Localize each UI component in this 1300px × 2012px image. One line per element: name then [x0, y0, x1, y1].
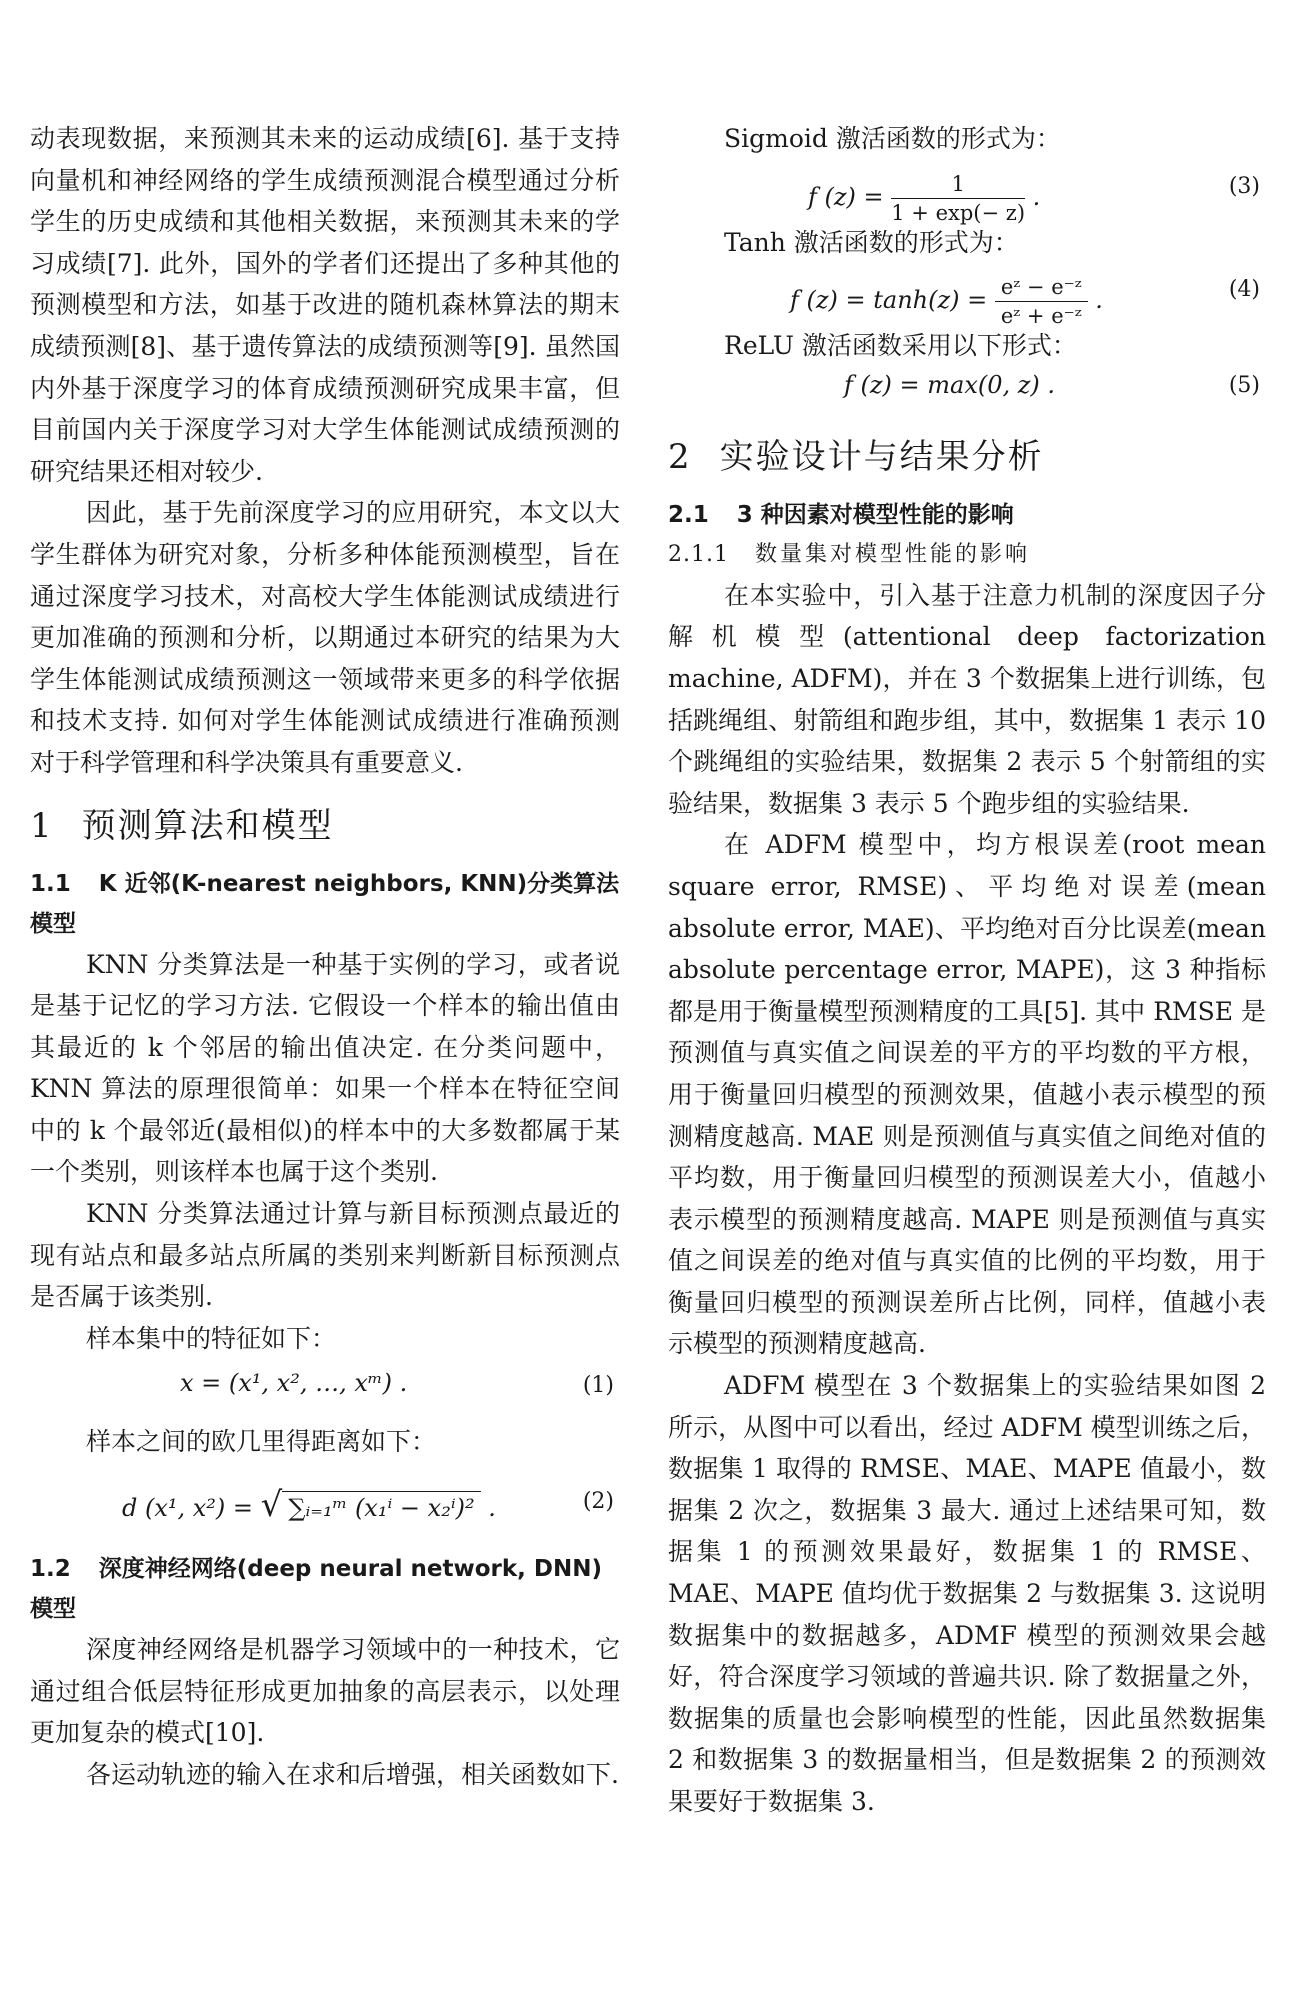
paragraph: 在 ADFM 模型中，均方根误差(root mean square error, RMSE)、平均绝对误差(mean absolute error, MAE)、平均绝对百分比误差(mean absolute percentage error, MAPE)，这 3 种指标都是用于衡量模型预测精度的工具[5]. 其中 RMSE 是预测值与真实值之间误差的平方的平均数的平方根，用于衡量回归模型的预测效果，值越小表示模型的预测精度越高. MAE 则是预测值与真实值之间绝对值的平均数，用于衡量回归模型的预测误差大小，值越小表示模型的预测精度越高. MAPE 则是预测值与真实值之间误差的绝对值与真实值的比例的平均数，用于衡量回归模型的预测误差所占比例，同样，值越小表示模型的预测精度越高. — [668, 830, 1266, 1359]
paragraph: 在本实验中，引入基于注意力机制的深度因子分解机模型(attentional deep factorization machine, ADFM)，并在 3 个数据集上进行训练，包括跳绳组、射箭组和跑步组，其中，数据集 1 表示 10 个跳绳组的实验结果，数据集 2 表示 5 个射箭组的实验结果，数据集 3 表示 5 个跑步组的实验结果. — [668, 580, 1266, 818]
fraction — [891, 170, 1025, 227]
subsection-number: 2.1 — [668, 501, 709, 528]
fraction-denominator: 1 + exp(− z) — [891, 200, 1026, 225]
right-column — [668, 118, 1266, 1823]
equation-number: (2) — [582, 1489, 614, 1515]
paragraph: 动表现数据，来预测其未来的运动成绩[6]. 基于支持向量机和神经网络的学生成绩预测混合模型通过分析学生的历史成绩和其他相关数据，来预测其未来的学习成绩[7]. 此外，国外的学者们还提出了多种其他的预测模型和方法，如基于改进的随机森林算法的期末成绩预测[8]、基于遗传算法的成绩预测等[9]. 虽然国内外基于深度学习的体育成绩预测研究成果丰富，但目前国内关于深度学习对大学生体能测试成绩预测的研究结果还相对较少. — [30, 124, 620, 486]
subsection-title: K 近邻(K-nearest neighbors, KNN)分类算法模型 — [30, 870, 620, 937]
equation-number: (5) — [1228, 372, 1260, 398]
equation-end: . — [1032, 182, 1041, 211]
subsubsection-title: 数量集对模型性能的影响 — [754, 541, 1030, 567]
equation-lhs: f (z) = — [808, 182, 884, 211]
section-number: 1 — [30, 805, 54, 846]
paragraph: Sigmoid 激活函数的形式为： — [724, 124, 1061, 153]
subsection-heading-1-2 — [30, 1549, 620, 1629]
subsection-title: 深度神经网络(deep neural network, DNN)模型 — [30, 1556, 602, 1623]
equation-body: x = (x¹, x², …, xᵐ) . — [180, 1369, 408, 1398]
section-number: 2 — [668, 436, 692, 477]
equation-sqrt-body: ∑ᵢ₌₁ᵐ (x₁ⁱ − x₂ⁱ)² — [282, 1491, 480, 1522]
section-title: 预测算法和模型 — [81, 805, 334, 846]
paragraph: ReLU 激活函数采用以下形式： — [724, 331, 1077, 361]
paragraph: ADFM 模型在 3 个数据集上的实验结果如图 2 所示，从图中可以看出，经过 ADFM 模型训练之后，数据集 1 取得的 RMSE、MAE、MAPE 值最小，数据集 2 次之，数据集 3 最大. 通过上述结果可知，数据集 1 的预测效果最好，数据集 1 的 RMSE、MAE、MAPE 值均优于数据集 2 与数据集 3. 这说明数据集中的数据越多，ADMF 模型的预测效果会越好，符合深度学习领域的普遍共识. 除了数据量之外，数据集的质量也会影响模型的性能，因此虽然数据集 2 和数据集 3 的数据量相当，但是数据集 2 的预测效果要好于数据集 3. — [668, 1371, 1266, 1816]
subsection-title: 3 种因素对模型性能的影响 — [736, 501, 1014, 528]
sqrt-sign-icon: √ — [260, 1485, 283, 1526]
equation-end: . — [1095, 286, 1103, 315]
equation-lhs: d (x¹, x²) = — [122, 1494, 254, 1523]
equation-number: (4) — [1228, 277, 1260, 303]
equation-number: (3) — [1228, 173, 1260, 199]
subsection-number: 1.2 — [30, 1556, 71, 1583]
subsubsection-number: 2.1.1 — [668, 541, 729, 567]
section-title: 实验设计与结果分析 — [719, 436, 1044, 477]
fraction-numerator: 1 — [891, 170, 1025, 199]
paragraph: 因此，基于先前深度学习的应用研究，本文以大学生群体为研究对象，分析多种体能预测模型，旨在通过深度学习技术，对高校大学生体能测试成绩进行更加准确的预测和分析，以期通过本研究的结果为大学生体能测试成绩预测这一领域带来更多的科学依据和技术支持. 如何对学生体能测试成绩进行准确预测对于科学管理和科学决策具有重要意义. — [30, 498, 620, 777]
equation-4 — [668, 263, 1266, 329]
subsection-heading-1-1 — [30, 864, 620, 944]
paragraph: 样本之间的欧几里得距离如下： — [86, 1427, 437, 1457]
equation-1 — [30, 1359, 620, 1421]
paragraph: 深度神经网络是机器学习领域中的一种技术，它通过组合低层特征形成更加抽象的高层表示，以处理更加复杂的模式[10]. — [30, 1635, 620, 1748]
equation-2 — [30, 1463, 620, 1545]
paragraph: Tanh 激活函数的形式为： — [724, 227, 1019, 257]
paragraph: 各运动轨迹的输入在求和后增强，相关函数如下. — [86, 1759, 619, 1789]
equation-number: (1) — [582, 1373, 614, 1399]
subsubsection-heading-2-1-1 — [668, 535, 1266, 575]
equation-5 — [668, 367, 1266, 415]
fraction — [995, 273, 1088, 330]
paragraph: 样本集中的特征如下： — [86, 1323, 337, 1353]
subsection-heading-2-1 — [668, 495, 1266, 535]
equation-3 — [668, 160, 1266, 225]
section-heading-2 — [668, 433, 1266, 481]
fraction-numerator: eᶻ − e⁻ᶻ — [995, 273, 1088, 302]
paragraph: KNN 分类算法通过计算与新目标预测点最近的现有站点和最多站点所属的类别来判断新目标预测点是否属于该类别. — [30, 1199, 620, 1312]
equation-lhs: f (z) = tanh(z) = — [790, 286, 988, 315]
left-column — [30, 118, 620, 1795]
equation-end: . — [488, 1494, 496, 1523]
fraction-denominator: eᶻ + e⁻ᶻ — [1000, 304, 1082, 329]
paragraph: KNN 分类算法是一种基于实例的学习，或者说是基于记忆的学习方法. 它假设一个样本的输出值由其最近的 k 个邻居的输出值决定. 在分类问题中，KNN 算法的原理很简单：如果一个样本在特征空间中的 k 个最邻近(最相似)的样本中的大多数都属于某一个类别，则该样本也属于这个类别. — [30, 949, 620, 1187]
equation-body: f (z) = max(0, z) . — [844, 370, 1056, 399]
section-heading-1 — [30, 802, 620, 850]
subsection-number: 1.1 — [30, 870, 71, 897]
